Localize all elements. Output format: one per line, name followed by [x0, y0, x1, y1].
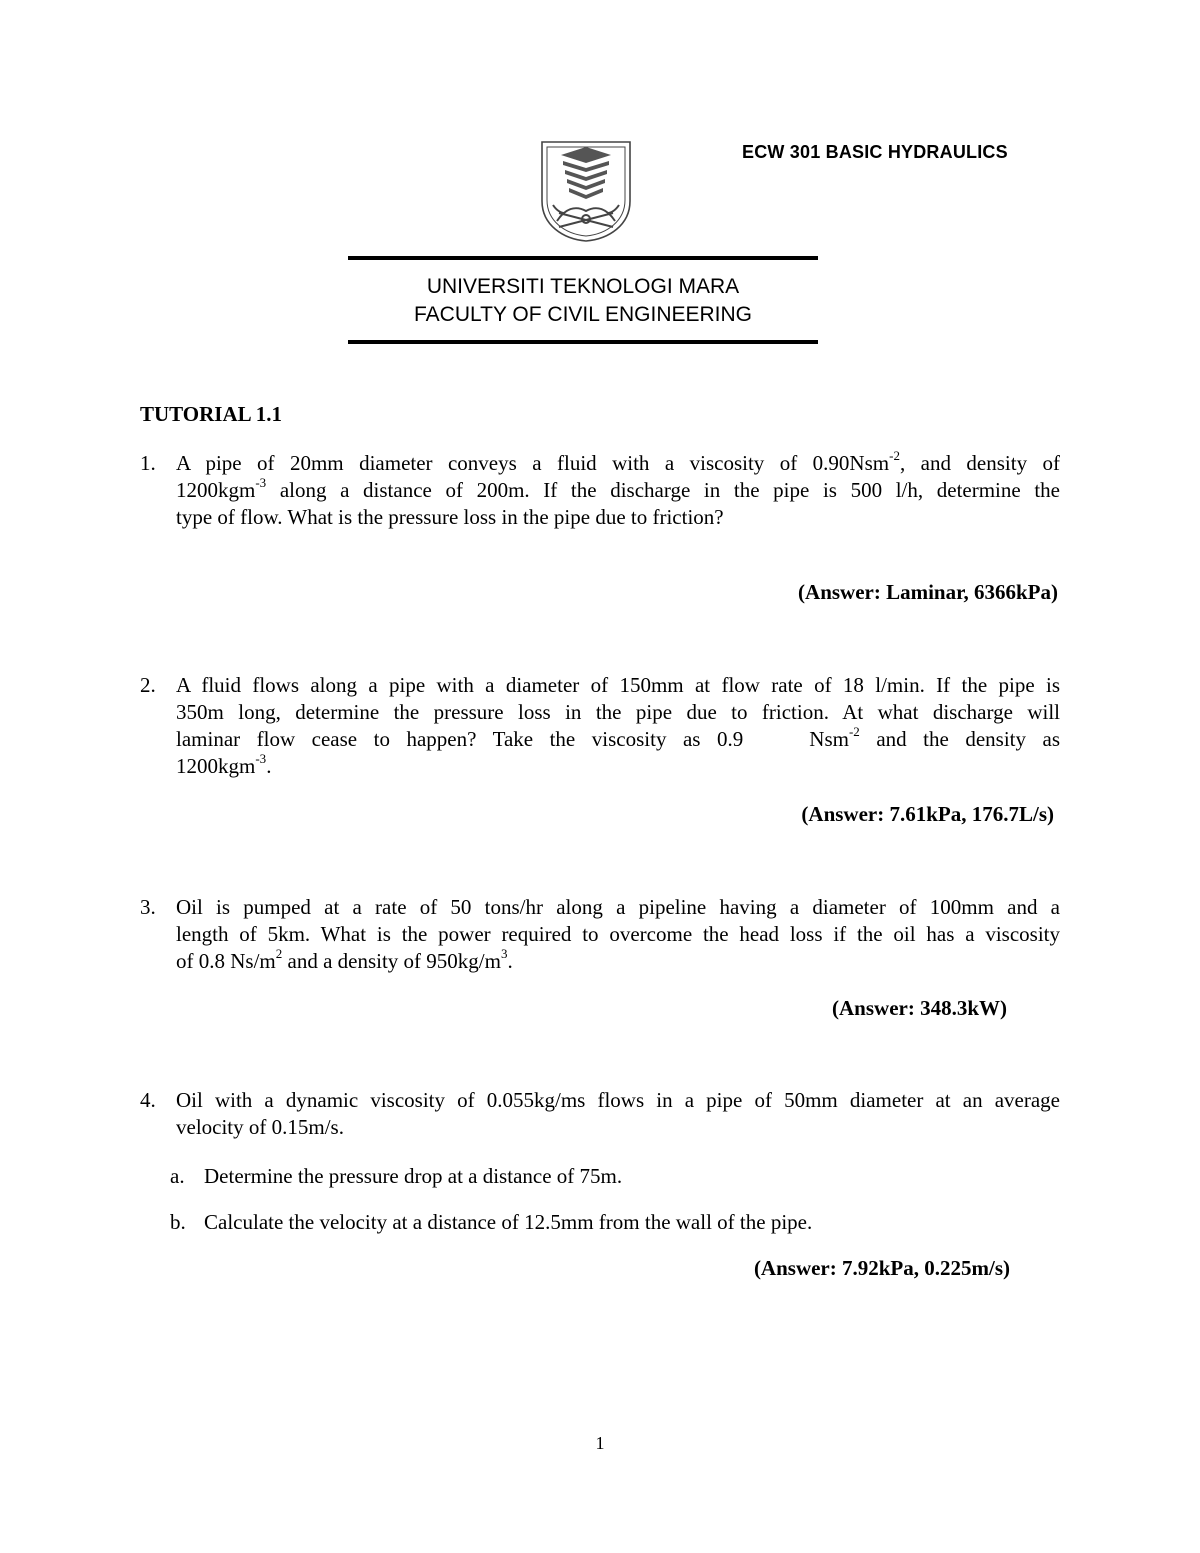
- superscript: -2: [889, 448, 900, 463]
- question-number: 2.: [140, 673, 156, 697]
- text-run: , and density of: [899, 451, 1060, 475]
- question-text: [176, 1087, 1060, 1141]
- answer-1: (Answer: Laminar, 6366kPa): [798, 580, 1058, 604]
- text-run: and the density as: [859, 727, 1060, 751]
- text-run: .: [507, 949, 513, 973]
- institution-block: [348, 273, 818, 329]
- tutorial-title: TUTORIAL 1.1: [140, 402, 282, 426]
- question-text: [176, 450, 1060, 531]
- question-line: [176, 450, 1060, 477]
- question-line: A fluid flows along a pipe with a diameter of 150mm at flow rate of 18 l/min. If the pipe is: [176, 673, 1060, 697]
- university-name: UNIVERSITI TEKNOLOGI MARA: [426, 275, 740, 298]
- header-rule-top: [348, 256, 818, 260]
- question-4-part-a: [170, 1163, 622, 1190]
- part-text: Calculate the velocity at a distance of 12.5mm from the wall of the pipe.: [204, 1210, 813, 1234]
- text-run: of 0.8 Ns/m: [176, 949, 276, 973]
- question-line: 350m long, determine the pressure loss in the pipe due to friction. At what discharge will: [176, 700, 1060, 724]
- part-text: Determine the pressure drop at a distance of 75m.: [204, 1164, 623, 1188]
- text-run: and a density of 950kg/m: [282, 949, 501, 973]
- header-rule-bottom: [348, 340, 818, 344]
- question-line: Oil with a dynamic viscosity of 0.055kg/ms flows in a pipe of 50mm diameter at an average: [176, 1088, 1060, 1112]
- question-1: [140, 450, 1060, 531]
- text-run: laminar flow cease to happen? Take the viscosity as 0.9 Nsm: [176, 727, 849, 751]
- faculty-name: FACULTY OF CIVIL ENGINEERING: [413, 303, 752, 326]
- question-4-part-b: [170, 1209, 812, 1236]
- answer-3: (Answer: 348.3kW): [832, 996, 1007, 1020]
- text-run: .: [266, 754, 272, 778]
- question-3: [140, 894, 1060, 975]
- question-line: type of flow. What is the pressure loss in the pipe due to friction?: [176, 505, 724, 529]
- superscript: -3: [255, 751, 267, 766]
- answer-2: (Answer: 7.61kPa, 176.7L/s): [801, 802, 1054, 826]
- question-number: 1.: [140, 451, 156, 475]
- question-line: velocity of 0.15m/s.: [176, 1115, 344, 1139]
- course-code: ECW 301 BASIC HYDRAULICS: [742, 142, 1008, 162]
- question-text: [176, 894, 1060, 975]
- answer-4: (Answer: 7.92kPa, 0.225m/s): [753, 1256, 1010, 1280]
- part-label: b.: [170, 1210, 186, 1234]
- question-line: Oil is pumped at a rate of 50 tons/hr along a pipeline having a diameter of 100mm and a: [176, 895, 1060, 919]
- question-2: [140, 672, 1060, 780]
- question-text: [176, 672, 1060, 780]
- text-run: 1200kgm: [176, 478, 256, 502]
- question-line: [176, 948, 1060, 975]
- superscript: -2: [848, 724, 860, 739]
- superscript: -3: [255, 475, 267, 490]
- text-run: 1200kgm: [176, 754, 256, 778]
- page-number: 1: [595, 1433, 605, 1453]
- superscript: 2: [275, 946, 283, 961]
- superscript: 3: [500, 946, 508, 961]
- part-label: a.: [170, 1164, 185, 1188]
- question-number: 4.: [140, 1088, 156, 1112]
- question-4: [140, 1087, 1060, 1141]
- question-line: [176, 753, 1060, 780]
- text-run: A pipe of 20mm diameter conveys a fluid with a viscosity of 0.90Nsm: [176, 451, 890, 475]
- question-line: [176, 726, 1060, 753]
- question-line: length of 5km. What is the power required to overcome the head loss if the oil has a viscosity: [176, 922, 1060, 946]
- text-run: along a distance of 200m. If the discharge in the pipe is 500 l/h, determine the: [266, 478, 1060, 502]
- question-number: 3.: [140, 895, 156, 919]
- university-crest-icon: [539, 139, 633, 243]
- question-line: [176, 477, 1060, 504]
